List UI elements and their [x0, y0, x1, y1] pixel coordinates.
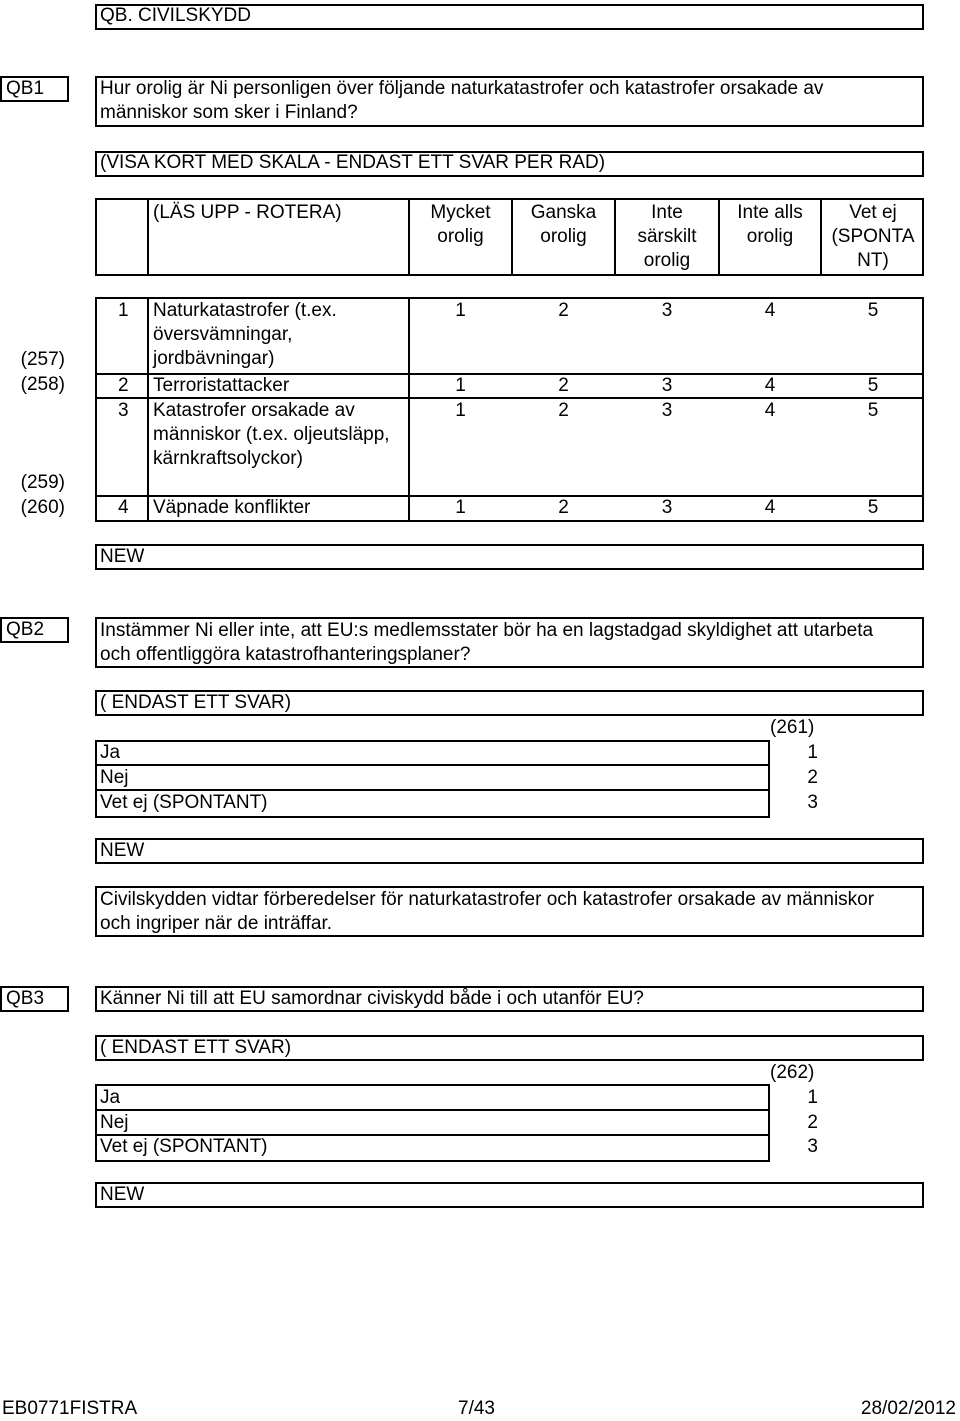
answer-code: 3 [807, 792, 818, 813]
answer-code: 2 [807, 767, 818, 788]
answer-code: 2 [558, 300, 569, 321]
row-code: (259) [20, 472, 65, 493]
qb3-id: QB3 [6, 988, 45, 1009]
answer-code: 5 [867, 497, 879, 518]
qb1-column-header: Mycket orolig [430, 202, 491, 247]
new-marker: NEW [100, 546, 145, 567]
answer-divider [95, 764, 770, 766]
answer-code: 1 [807, 1087, 818, 1108]
new-marker: NEW [100, 840, 145, 861]
qb1-question-line1: Hur orolig är Ni personligen över följande naturkatastrofer och katastrofer orsakade av [100, 78, 824, 99]
qb1-read-instruction: (LÄS UPP - ROTERA) [153, 202, 342, 223]
row-number: 2 [118, 375, 129, 396]
answer-code: 2 [558, 375, 569, 396]
footer-page-number: 7/43 [458, 1398, 495, 1419]
qb1-column-header: Vet ej (SPONTA NT) [831, 202, 915, 271]
answer-code: 1 [455, 300, 466, 321]
row-label: Naturkatastrofer (t.ex. översvämningar, jordbävningar) [153, 300, 337, 369]
qb2-question-line2: och offentliggöra katastrofhanteringsplaner? [100, 644, 471, 665]
new-marker-box [95, 838, 924, 864]
qb1-header-divider [147, 198, 149, 276]
row-number: 4 [118, 497, 129, 518]
row-label: Katastrofer orsakade av människor (t.ex. oljeutsläpp, kärnkraftsolyckor) [153, 400, 390, 469]
answer-code: 4 [764, 400, 776, 421]
qb1-column-header: Inte särskilt orolig [637, 202, 697, 271]
new-marker-box [95, 544, 924, 570]
answer-label: Ja [100, 1087, 121, 1108]
answer-label: Vet ej (SPONTANT) [100, 1136, 268, 1157]
row-number: 3 [118, 400, 129, 421]
answer-code: 4 [764, 497, 776, 518]
qb2-instruction: ( ENDAST ETT SVAR) [100, 692, 292, 713]
qb3-instruction: ( ENDAST ETT SVAR) [100, 1037, 292, 1058]
qb1-body-divider [147, 297, 149, 522]
section-title: QB. CIVILSKYDD [100, 5, 251, 26]
qb3-question: Känner Ni till att EU samordnar civiskydd både i och utanför EU? [100, 988, 644, 1009]
row-code: (257) [20, 349, 65, 370]
answer-label: Ja [100, 742, 121, 763]
answer-label: Nej [100, 767, 129, 788]
answer-code: 3 [661, 497, 673, 518]
answer-code: 2 [807, 1112, 818, 1133]
answer-divider [95, 1109, 770, 1111]
qb2-id: QB2 [6, 619, 45, 640]
qb1-id: QB1 [6, 78, 45, 99]
answer-code: 3 [661, 375, 673, 396]
answer-code: 2 [558, 497, 569, 518]
new-marker-box [95, 1182, 924, 1208]
answer-code: 1 [807, 742, 818, 763]
footer-doc-id: EB0771FISTRA [2, 1398, 138, 1419]
intro-line1: Civilskydden vidtar förberedelser för naturkatastrofer och katastrofer orsakade av människor [100, 889, 875, 910]
answer-label: Vet ej (SPONTANT) [100, 792, 268, 813]
row-label: Väpnade konflikter [153, 497, 311, 518]
answer-label: Nej [100, 1112, 129, 1133]
answer-code: 2 [558, 400, 569, 421]
row-number: 1 [118, 300, 129, 321]
qb1-column-header: Ganska orolig [530, 202, 597, 247]
answer-code: 5 [867, 300, 879, 321]
answer-code: 5 [867, 400, 879, 421]
row-label: Terroristattacker [153, 375, 290, 396]
answer-code: 4 [764, 375, 776, 396]
qb2-variable-code: (261) [770, 717, 815, 738]
qb2-question-line1: Instämmer Ni eller inte, att EU:s medlemsstater bör ha en lagstadgad skyldighet att utarbeta [100, 620, 874, 641]
answer-code: 4 [764, 300, 776, 321]
answer-code: 3 [661, 400, 673, 421]
new-marker: NEW [100, 1184, 145, 1205]
row-code: (260) [20, 497, 65, 518]
answer-code: 1 [455, 400, 466, 421]
answer-code: 3 [661, 300, 673, 321]
answer-code: 5 [867, 375, 879, 396]
intro-line2: och ingriper när de inträffar. [100, 913, 333, 934]
qb1-column-header: Inte alls orolig [737, 202, 803, 247]
answer-code: 1 [455, 375, 466, 396]
answer-code: 1 [455, 497, 466, 518]
answer-code: 3 [807, 1136, 818, 1157]
qb1-question-line2: människor som sker i Finland? [100, 102, 358, 123]
footer-date: 28/02/2012 [860, 1398, 956, 1419]
row-code: (258) [20, 374, 65, 395]
qb1-instruction: (VISA KORT MED SKALA - ENDAST ETT SVAR PER RAD) [100, 152, 606, 173]
qb3-variable-code: (262) [770, 1062, 815, 1083]
